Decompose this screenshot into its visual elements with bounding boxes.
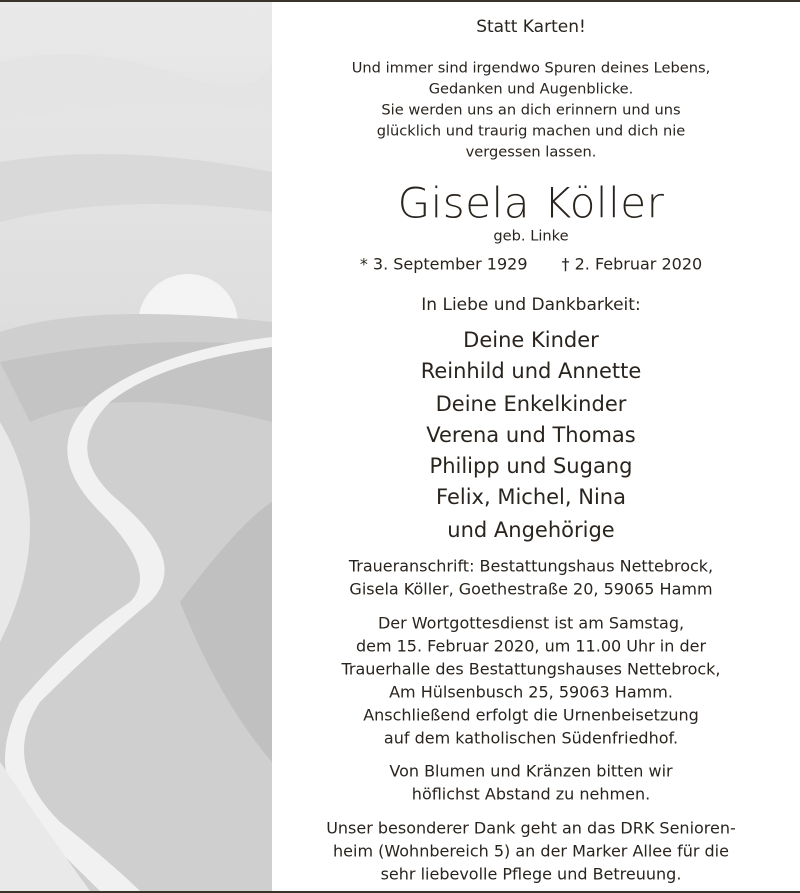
thanks-line: Unser besonderer Dank geht an das DRK Senioren- [326,818,736,838]
sunset-river-sketch-image [0,2,272,891]
flowers-line: Von Blumen und Kränzen bitten wir [389,761,673,781]
poem-line: Gedanken und Augenblicke. [428,80,634,98]
thanks-line: heim (Wohnbereich 5) an der Marker Allee für die [333,841,729,861]
deceased-name: Gisela Köller [397,178,665,228]
service-line: Am Hülsenbusch 25, 59063 Hamm. [389,682,673,702]
mourner-line: Deine Kinder [463,328,599,352]
birth-date: * 3. September 1929 [359,254,528,274]
maiden-name: geb. Linke [493,227,569,245]
service-line: Der Wortgottesdienst ist am Samstag, [377,613,685,633]
service-line: Anschließend erfolgt die Urnenbeisetzung [363,705,699,725]
mourner-line: Philipp und Sugang [429,454,633,478]
flowers-line: höflichst Abstand zu nehmen. [411,784,651,804]
mourner-line: Reinhild und Annette [420,359,642,383]
life-dates [272,255,790,274]
header-statt-karten: Statt Karten! [476,17,586,37]
mourner-line: Felix, Michel, Nina [436,485,626,509]
poem-line: Und immer sind irgendwo Spuren deines Lebens, [351,59,711,77]
poem-line: Sie werden uns an dich erinnern und uns [381,101,681,119]
poem-line: glücklich und traurig machen und dich nie [376,122,686,140]
address-line: Gisela Köller, Goethestraße 20, 59065 Hamm [349,579,713,599]
mourner-line: Deine Enkelkinder [435,392,627,416]
poem-line: vergessen lassen. [465,143,597,161]
service-line: Trauerhalle des Bestattungshauses Nettebrock, [341,659,721,679]
address-line: Traueranschrift: Bestattungshaus Nettebrock, [348,556,714,576]
thanks-line: sehr liebevolle Pflege und Betreuung. [380,864,682,884]
mourners-intro: In Liebe und Dankbarkeit: [421,295,641,315]
mourner-line: und Angehörige [447,518,615,542]
service-line: auf dem katholischen Südenfriedhof. [383,728,679,748]
death-date: † 2. Februar 2020 [561,254,703,274]
mourner-line: Verena und Thomas [426,423,636,447]
service-line: dem 15. Februar 2020, um 11.00 Uhr in der [355,636,707,656]
